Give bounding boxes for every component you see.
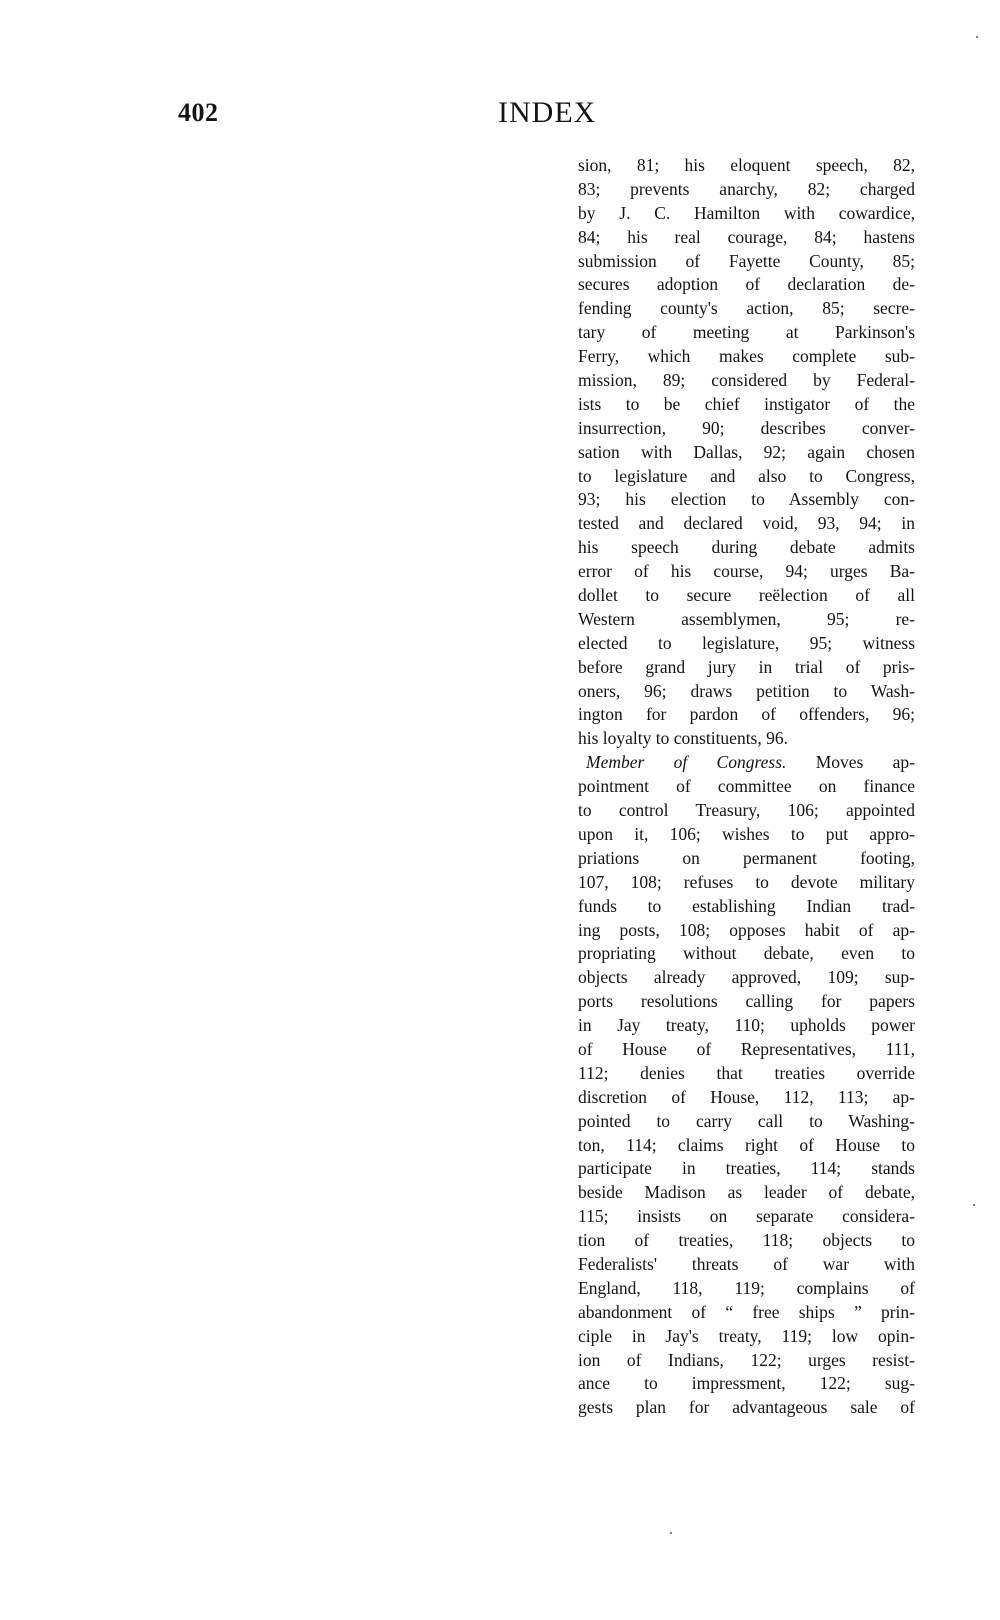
index-line: Ferry, which makes complete sub- bbox=[578, 346, 915, 367]
index-column bbox=[578, 154, 915, 1420]
index-line: tion of treaties, 118; objects to bbox=[578, 1230, 915, 1251]
index-line: funds to establishing Indian trad- bbox=[578, 895, 915, 916]
index-line: discretion of House, 112, 113; ap- bbox=[578, 1086, 915, 1107]
index-line: ciple in Jay's treaty, 119; low opin- bbox=[578, 1325, 915, 1346]
index-line: upon it, 106; wishes to put appro- bbox=[578, 823, 915, 844]
index-line: ton, 114; claims right of House to bbox=[578, 1134, 915, 1155]
index-line: 112; denies that treaties override bbox=[578, 1062, 915, 1083]
index-line: ing posts, 108; opposes habit of ap- bbox=[578, 919, 915, 940]
subsection-first-line bbox=[578, 751, 915, 775]
index-line: sation with Dallas, 92; again chosen bbox=[578, 441, 915, 462]
index-line: submission of Fayette County, 85; bbox=[578, 250, 915, 271]
index-line: 115; insists on separate considera- bbox=[578, 1206, 915, 1227]
index-line: 107, 108; refuses to devote military bbox=[578, 871, 915, 892]
subsection-first-line-text: Moves ap- bbox=[815, 752, 915, 773]
index-line: pointed to carry call to Washing- bbox=[578, 1110, 915, 1131]
index-line: his speech during debate admits bbox=[578, 537, 915, 558]
index-line: by J. C. Hamilton with cowardice, bbox=[578, 202, 915, 223]
index-line: Western assemblymen, 95; re- bbox=[578, 608, 915, 629]
index-line: 93; his election to Assembly con- bbox=[578, 489, 915, 510]
index-line: England, 118, 119; complains of bbox=[578, 1277, 915, 1298]
index-line: to legislature and also to Congress, bbox=[578, 465, 915, 486]
index-line: objects already approved, 109; sup- bbox=[578, 967, 915, 988]
index-line: elected to legislature, 95; witness bbox=[578, 632, 915, 653]
index-line: ports resolutions calling for papers bbox=[578, 991, 915, 1012]
page-number: 402 bbox=[178, 98, 219, 127]
index-line: in Jay treaty, 110; upholds power bbox=[578, 1015, 915, 1036]
index-line: before grand jury in trial of pris- bbox=[578, 656, 915, 677]
index-line: tary of meeting at Parkinson's bbox=[578, 322, 915, 343]
index-line: sion, 81; his eloquent speech, 82, bbox=[578, 155, 915, 175]
index-line: secures adoption of declaration de- bbox=[578, 274, 915, 295]
index-line: Federalists' threats of war with bbox=[578, 1253, 915, 1274]
index-line: ington for pardon of offenders, 96; bbox=[578, 704, 915, 725]
index-line: fending county's action, 85; secre- bbox=[578, 298, 915, 319]
index-line: tested and declared void, 93, 94; in bbox=[578, 513, 915, 534]
index-line: gests plan for advantageous sale of bbox=[578, 1397, 915, 1418]
index-line: 83; prevents anarchy, 82; charged bbox=[578, 178, 915, 199]
index-line: beside Madison as leader of debate, bbox=[578, 1182, 915, 1203]
index-line: priations on permanent footing, bbox=[578, 847, 915, 868]
scan-speck bbox=[670, 1532, 672, 1534]
index-line: ance to impressment, 122; sug- bbox=[578, 1373, 915, 1394]
index-line: his loyalty to constituents, 96. bbox=[578, 728, 788, 749]
index-line: oners, 96; draws petition to Wash- bbox=[578, 680, 915, 701]
index-line: participate in treaties, 114; stands bbox=[578, 1158, 915, 1179]
index-line: propriating without debate, even to bbox=[578, 943, 915, 964]
index-line: to control Treasury, 106; appointed bbox=[578, 800, 915, 821]
scan-speck bbox=[973, 1204, 975, 1206]
index-line: error of his course, 94; urges Ba- bbox=[578, 561, 915, 582]
index-line: of House of Representatives, 111, bbox=[578, 1038, 915, 1059]
index-line: dollet to secure reëlection of all bbox=[578, 585, 915, 606]
running-head: INDEX bbox=[498, 96, 597, 129]
index-line: 84; his real courage, 84; hastens bbox=[578, 226, 915, 247]
index-line: ists to be chief instigator of the bbox=[578, 393, 915, 414]
index-line: abandonment of “ free ships ” prin- bbox=[578, 1301, 915, 1322]
index-line: pointment of committee on finance bbox=[578, 776, 915, 797]
index-line: mission, 89; considered by Federal- bbox=[578, 370, 915, 391]
index-line: insurrection, 90; describes conver- bbox=[578, 417, 915, 438]
index-line: ion of Indians, 122; urges resist- bbox=[578, 1349, 915, 1370]
scan-speck bbox=[976, 36, 978, 38]
subsection-heading: Member of Congress. bbox=[586, 752, 787, 773]
